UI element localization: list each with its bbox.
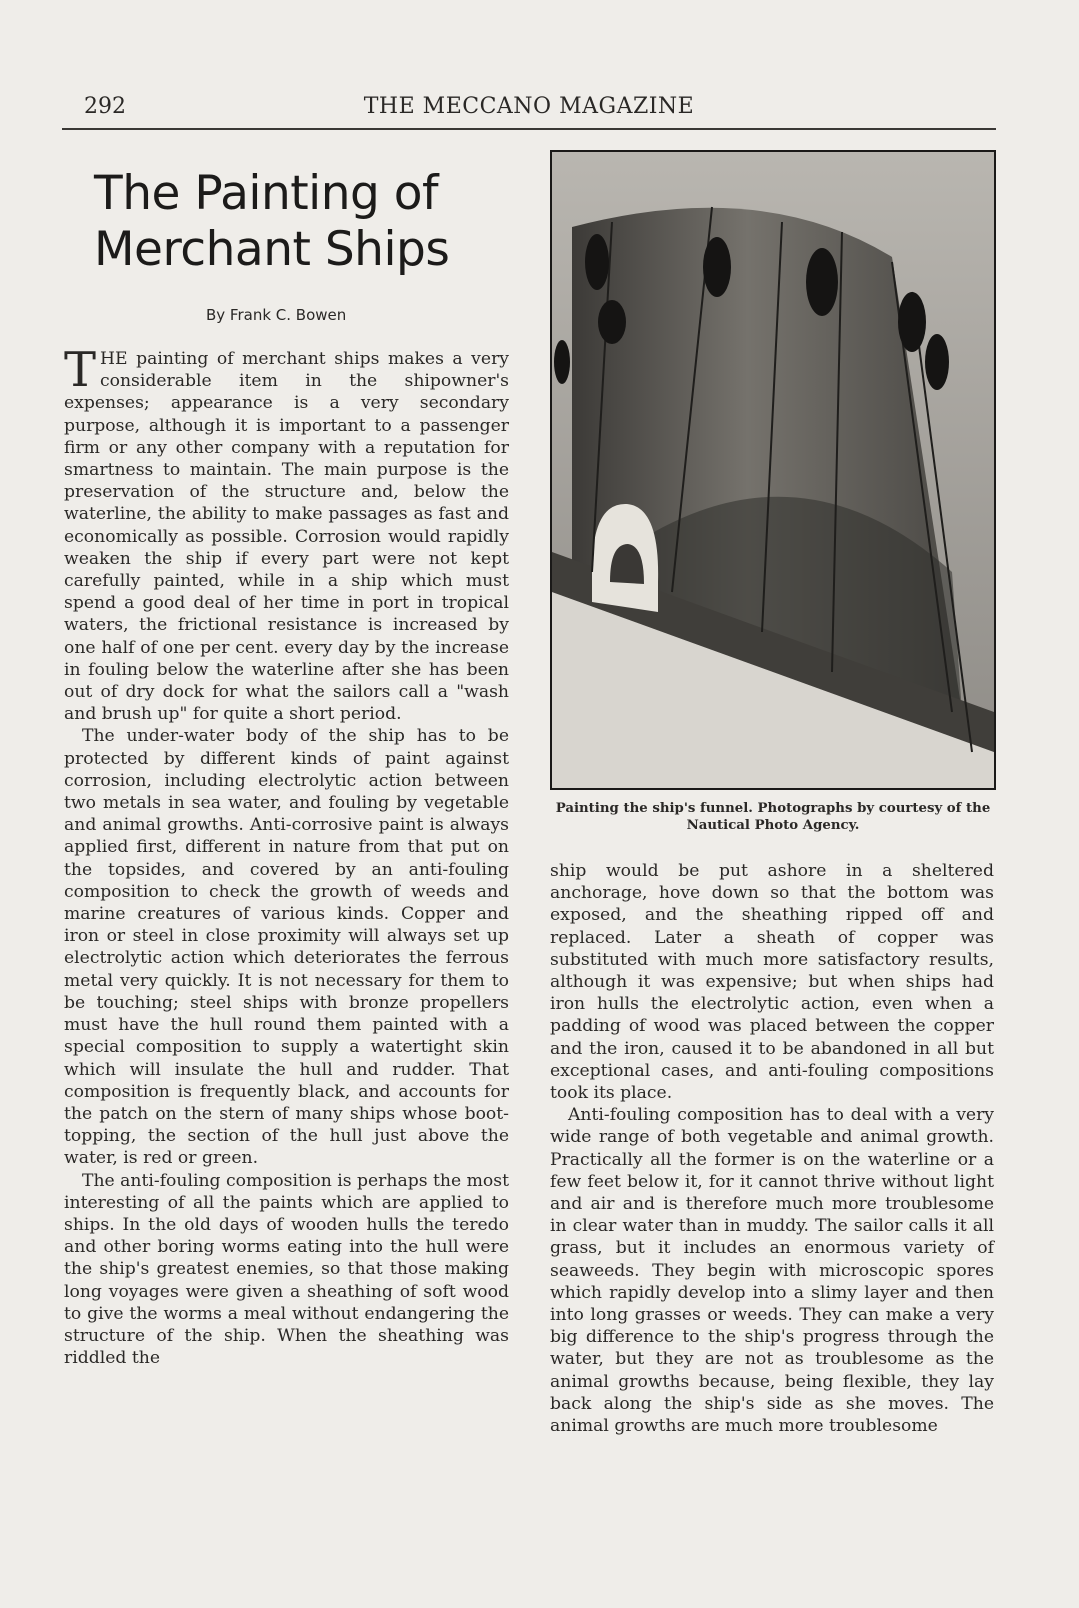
- text-column-left: [64, 342, 509, 1369]
- byline: By Frank C. Bowen: [206, 306, 347, 324]
- paragraph: [64, 342, 509, 725]
- funnel-photo-image: [552, 152, 994, 788]
- paragraph-text: HE painting of merchant ships makes a very considerable item in the shipowner's expenses; appearance is a very secondary purpose, although it is important to a passenger firm or any other company with a reputation for smartness to maintain. The main purpose is the preservation of the structure and, below the waterline, the ability to make passages as fast and economically as possible. Corrosion would rapidly weaken the ship if every part were not kept carefully painted, while in a ship which must spend a good deal of her time in port in tropical waters, the frictional resistance is increased by one half of one per cent. every day by the increase in fouling below the waterline after she has been out of dry dock for what the sailors call a "wash and brush up" for quite a short period.: [64, 349, 509, 725]
- page-header: [62, 92, 996, 130]
- article-title-line-2: Merchant Ships: [94, 222, 450, 277]
- paragraph: Anti-fouling composition has to deal with a very wide range of both vegetable and animal growth. Practically all the former is on the waterline or a few feet below it, for it cannot thrive without light and air and is therefore much more troublesome in clear water than in muddy. The sailor calls it all grass, but it includes an enormous variety of seaweeds. They begin with microscopic spores which rapidly develop into a slimy layer and then into long grasses or weeds. They can make a very big difference to the ship's progress through the water, but they are not as troublesome as the animal growths because, being flexible, they lay back along the ship's side as she moves. The animal growths are much more troublesome: [550, 1105, 994, 1437]
- paragraph: ship would be put ashore in a sheltered anchorage, hove down so that the bottom was exposed, and the sheathing ripped off and replaced. Later a sheath of copper was substituted with much more satisfactory results, although it was expensive; but when ships had iron hulls the electrolytic action, even when a padding of wood was placed between the copper and the iron, caused it to be abandoned in all but exceptional cases, and anti-fouling compositions took its place.: [550, 861, 994, 1104]
- drop-cap: T: [64, 342, 97, 398]
- article-title: [94, 166, 514, 278]
- photo-caption: Painting the ship's funnel. Photographs by courtesy of the Nautical Photo Agency.: [555, 801, 991, 833]
- article-title-line-1: The Painting of: [94, 166, 439, 221]
- page-number: 292: [84, 94, 126, 119]
- magazine-title: THE MECCANO MAGAZINE: [363, 94, 695, 119]
- funnel-photograph: [550, 150, 996, 790]
- paragraph: The anti-fouling composition is perhaps the most interesting of all the paints which are applied to ships. In the old days of wooden hulls the teredo and other boring worms eating into the hull were the ship's greatest enemies, so that those making long voyages were given a sheathing of soft wood to give the worms a meal without endangering the structure of the ship. When the sheathing was riddled the: [64, 1170, 509, 1369]
- text-column-right: [550, 860, 994, 1437]
- paragraph: The under-water body of the ship has to be protected by different kinds of paint against corrosion, including electrolytic action between two metals in sea water, and fouling by vegetable and animal growths. Anti-corrosive paint is always applied first, different in nature from that put on the topsides, and covered by an anti-fouling composition to check the growth of weeds and marine creatures of various kinds. Copper and iron or steel in close proximity will always set up electrolytic action which deteriorates the ferrous metal very quickly. It is not necessary for them to be touching; steel ships with bronze propellers must have the hull round them painted with a special composition to supply a watertight skin which will insulate the hull and rudder. That composition is frequently black, and accounts for the patch on the stern of many ships whose boot-topping, the section of the hull just above the water, is red or green.: [64, 726, 509, 1169]
